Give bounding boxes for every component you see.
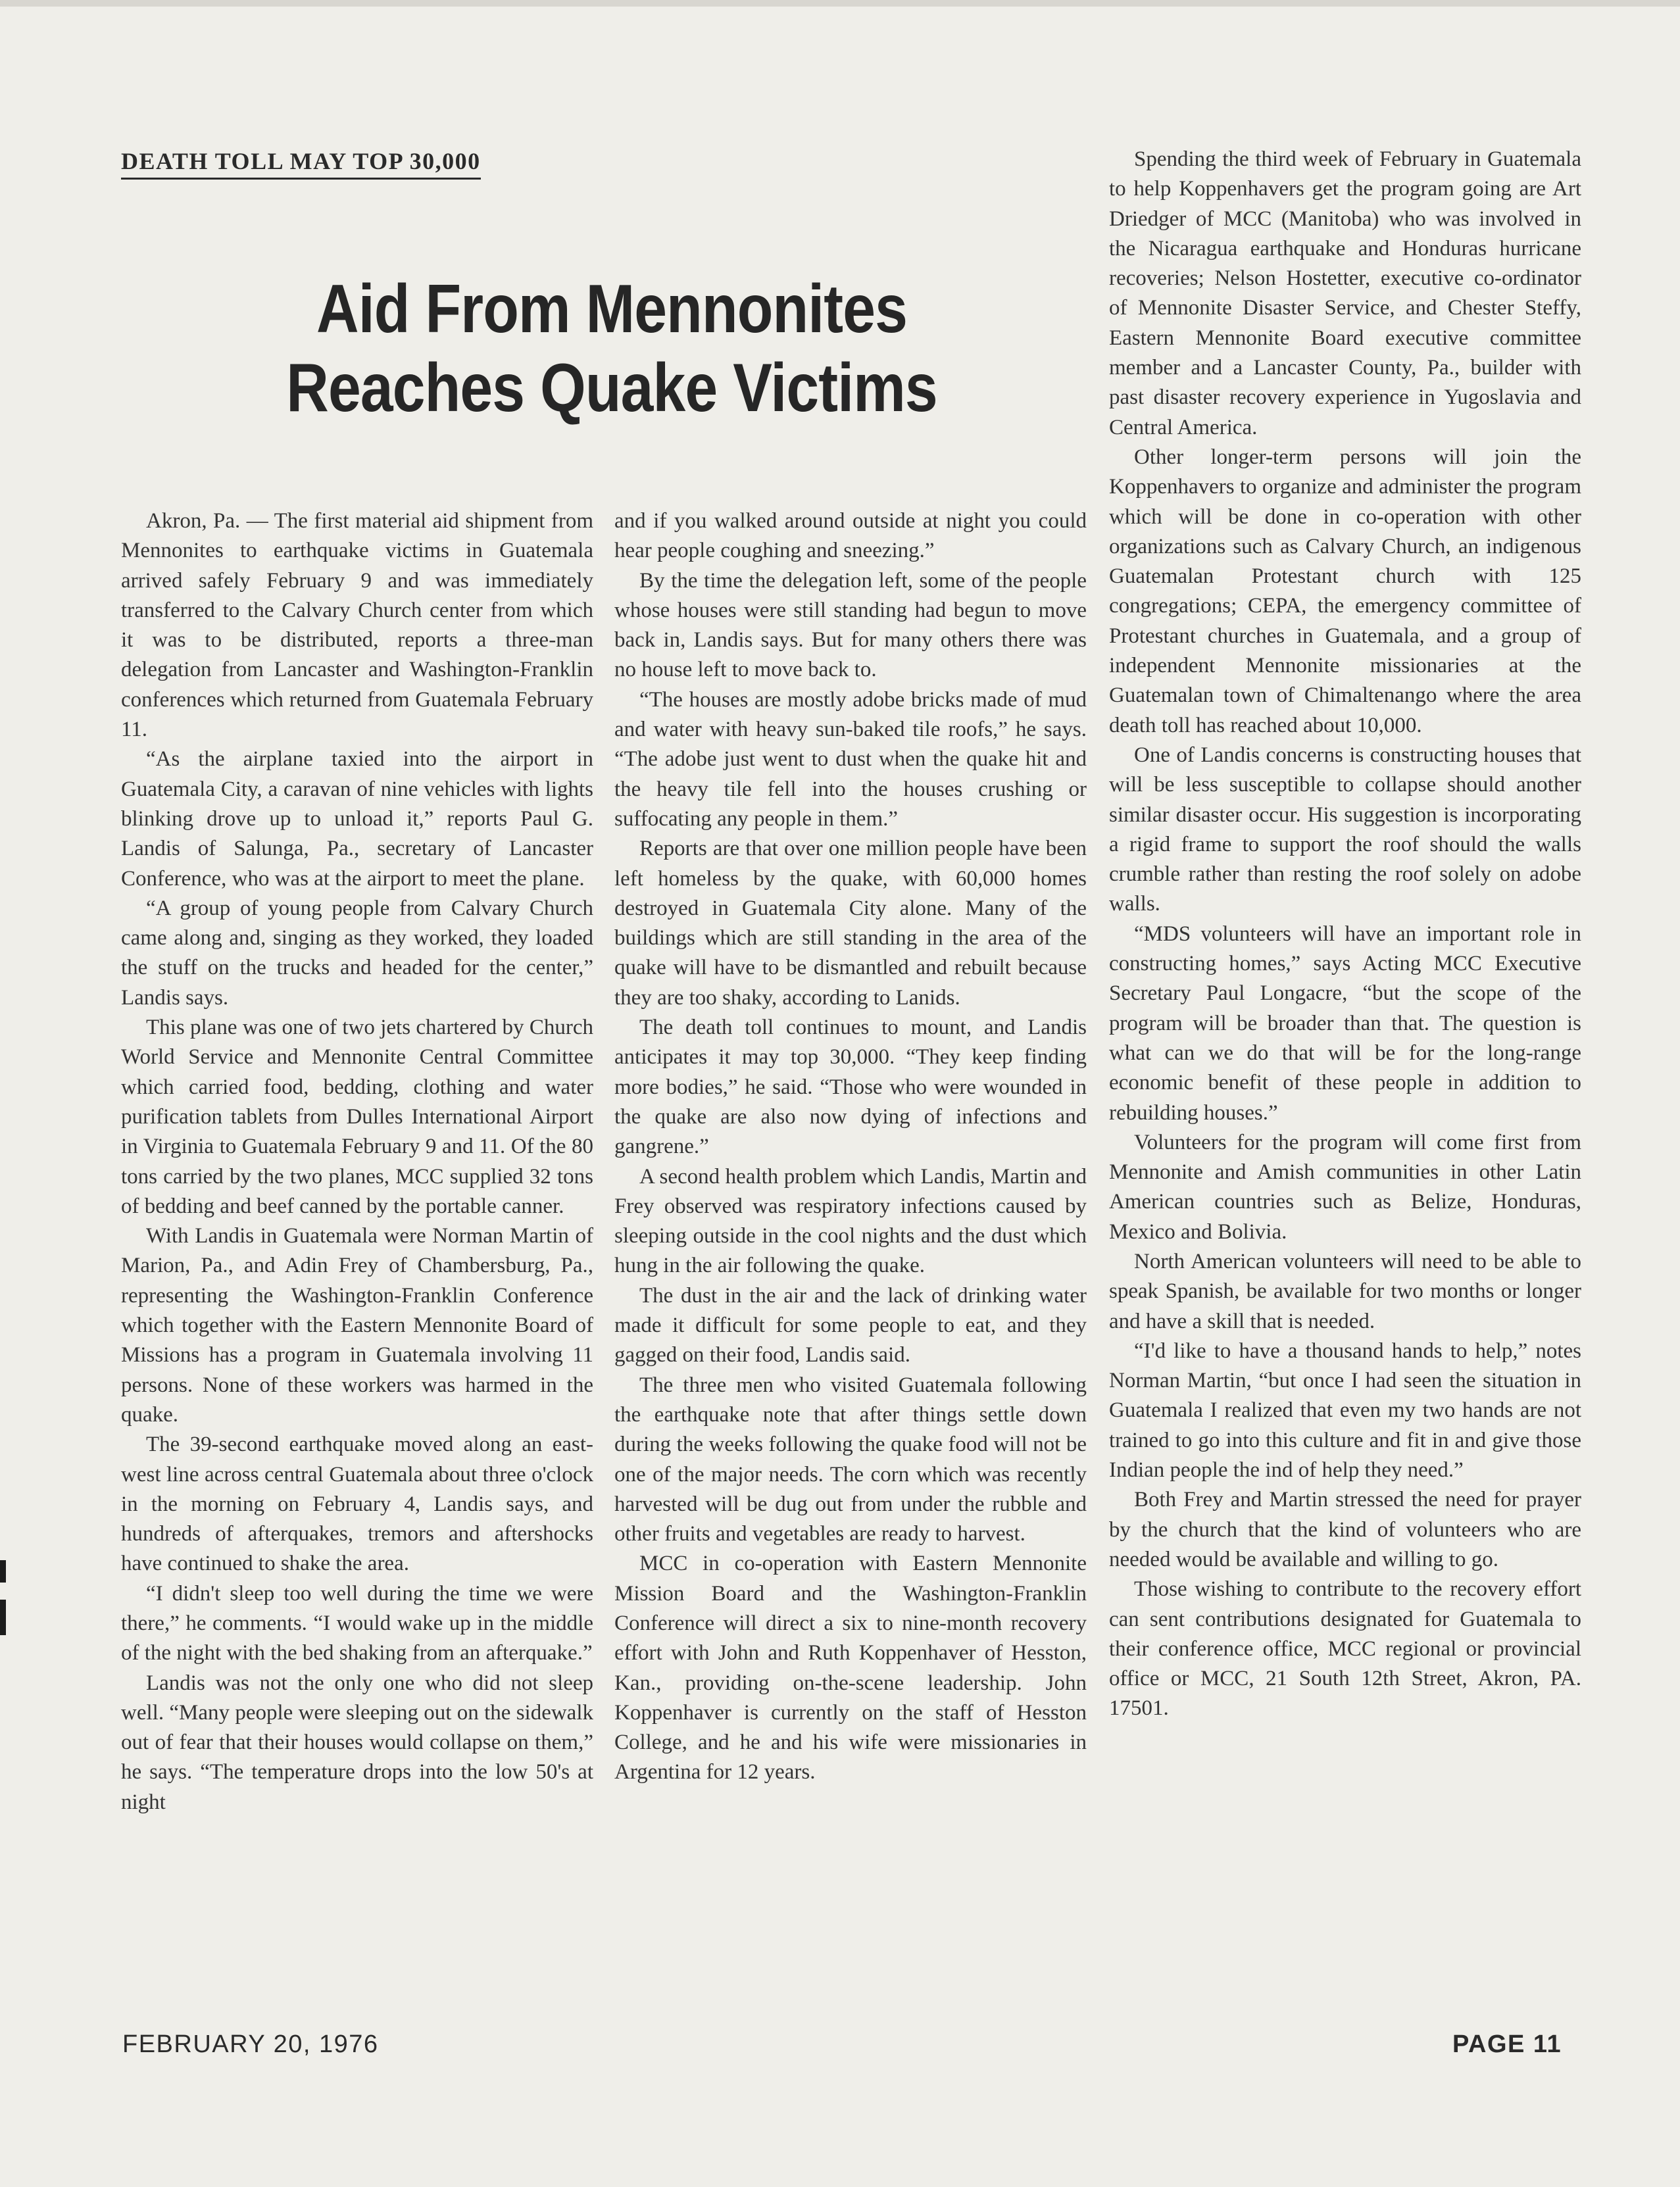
paragraph: This plane was one of two jets chartered by Church World Service and Mennonite Central Committee which carried food, bedding, clothing and water purification tablets from Dulles International Airport in Virginia to Guatemala February 9 and 11. Of the 80 tons carried by the two planes, MCC supplied 32 tons of bedding and beef canned by the portable canner. [121, 1016, 593, 1218]
paragraph: By the time the delegation left, some of the people whose houses were still standing had begun to move back in, Landis says. But for many others there was no house left to move back to. [614, 568, 1087, 682]
paragraph: MCC in co-operation with Eastern Mennonite Mission Board and the Washington-Franklin Conference will direct a six to nine-month recovery effort with John and Ruth Koppenhaver of Hesston, Kan., providing on-the-scene leadership. John Koppenhaver is currently on the staff of Hesston College, and he and his wife were missionaries in Argentina for 12 years. [614, 1552, 1087, 1784]
page-number: PAGE 11 [1452, 2030, 1562, 2058]
paragraph: With Landis in Guatemala were Norman Martin of Marion, Pa., and Adin Frey of Chambersburg, Pa., representing the Washington-Franklin Conference which together with the Eastern Mennonite Board of Missions has a program in Guatemala involving 11 persons. None of these workers was harmed in the quake. [121, 1224, 593, 1427]
paragraph: Akron, Pa. — The first material aid shipment from Mennonites to earthquake victims in Guatemala arrived safely February 9 and was immediately transferred to the Calvary Church center from which it was to be distributed, reports a three-man delegation from Lancaster and Washington-Franklin conferences which returned from Guatemala February 11. [121, 509, 593, 742]
paragraph: Those wishing to contribute to the recovery effort can sent contributions designated for Guatemala to their conference office, MCC regional or provincial office or MCC, 21 South 12th Street, Akron, PA. 17501. [1109, 1577, 1581, 1721]
paragraph: A second health problem which Landis, Martin and Frey observed was respiratory infections caused by sleeping outside in the cool nights and the dust which hung in the air following the quake. [614, 1164, 1087, 1278]
binder-mark [0, 1560, 6, 1583]
paragraph: “I didn't sleep too well during the time we were there,” he comments. “I would wake up in the middle of the night with the bed shaking from an afterquake.” [121, 1581, 593, 1665]
headline-line-2: Reaches Quake Victims [286, 350, 937, 426]
binder-mark [0, 1600, 6, 1635]
paragraph: Reports are that over one million people have been left homeless by the quake, with 60,000 homes destroyed in Guatemala City alone. Many of the buildings which are still standing in the area of the quake will have to be dismantled and rebuilt because they are too shaky, according to Lanids. [614, 837, 1087, 1010]
paragraph: “A group of young people from Calvary Church came along and, singing as they worked, they loaded the stuff on the trucks and headed for the center,” Landis says. [121, 896, 593, 1010]
paragraph: North American volunteers will need to be able to speak Spanish, be available for two months or longer and have a skill that is needed. [1109, 1249, 1581, 1333]
paragraph: The 39-second earthquake moved along an east-west line across central Guatemala about three o'clock in the morning on February 4, Landis says, and hundreds of afterquakes, tremors and aftershocks have continued to shake the area. [121, 1433, 593, 1576]
page-title [197, 270, 1026, 428]
article-column-1 [121, 506, 593, 1817]
paragraph: Both Frey and Martin stressed the need for prayer by the church that the kind of volunteers who are needed would be available and willing to go. [1109, 1488, 1581, 1571]
issue-date: FEBRUARY 20, 1976 [122, 2030, 379, 2058]
paragraph: Landis was not the only one who did not sleep well. “Many people were sleeping out on the sidewalk out of fear that their houses would collapse on them,” he says. “The temperature drops into the low 50's at night [121, 1671, 593, 1814]
page-edge [0, 0, 1680, 7]
paragraph-continuation: and if you walked around outside at night you could hear people coughing and sneezing.” [614, 509, 1087, 563]
paragraph: “I'd like to have a thousand hands to help,” notes Norman Martin, “but once I had seen the situation in Guatemala I realized that even my two hands are not trained to go into this culture and fit in and give those Indian people the ind of help they need.” [1109, 1339, 1581, 1483]
article-column-2 [614, 506, 1087, 1788]
paragraph: “The houses are mostly adobe bricks made of mud and water with heavy sun-baked tile roofs,” he says. “The adobe just went to dust when the quake hit and the heavy tile fell into the houses crushing or suffocating any people in them.” [614, 687, 1087, 831]
paragraph: “MDS volunteers will have an important role in constructing homes,” says Acting MCC Executive Secretary Paul Longacre, “but the scope of the program will be broader than that. The question is what can we do that will be for the long-range economic benefit of these people in addition to rebuilding houses.” [1109, 921, 1581, 1125]
paragraph: The three men who visited Guatemala following the earthquake note that after things settle down during the weeks following the quake food will not be one of the major needs. The corn which was recently harvested will be dug out from under the rubble and other fruits and vegetables are ready to harvest. [614, 1373, 1087, 1546]
paragraph: One of Landis concerns is constructing houses that will be less susceptible to collapse should another similar disaster occur. His suggestion is incorporating a rigid frame to support the roof should the walls crumble rather than resting the roof solely on adobe walls. [1109, 743, 1581, 916]
paragraph: Volunteers for the program will come first from Mennonite and Amish communities in other Latin American countries such as Belize, Honduras, Mexico and Bolivia. [1109, 1130, 1581, 1244]
paragraph: Spending the third week of February in Guatemala to help Koppenhavers get the program going are Art Driedger of MCC (Manitoba) who was involved in the Nicaragua earthquake and Honduras hurricane recoveries; Nelson Hostetter, executive co-ordinator of Mennonite Disaster Service, and Chester Steffy, Eastern Mennonite Board executive committee member and a Lancaster County, Pa., builder with past disaster recovery experience in Yugoslavia and Central America. [1109, 147, 1581, 439]
kicker-headline: DEATH TOLL MAY TOP 30,000 [121, 147, 481, 180]
paragraph: “As the airplane taxied into the airport in Guatemala City, a caravan of nine vehicles with lights blinking drove up to unload it,” reports Paul G. Landis of Salunga, Pa., secretary of Lancaster Conference, who was at the airport to meet the plane. [121, 747, 593, 891]
paragraph: The dust in the air and the lack of drinking water made it difficult for some people to eat, and they gagged on their food, Landis said. [614, 1283, 1087, 1367]
paragraph: Other longer-term persons will join the Koppenhavers to organize and administer the program which will be done in co-operation with other organizations such as Calvary Church, an indigenous Guatemalan Protestant church with 125 congregations; CEPA, the emergency committee of Protestant churches in Guatemala, and a group of independent Mennonite missionaries at the Guatemalan town of Chimaltenango where the area death toll has reached about 10,000. [1109, 445, 1581, 737]
headline-line-1: Aid From Mennonites [316, 271, 907, 347]
article-column-3 [1109, 145, 1581, 1724]
paragraph: The death toll continues to mount, and Landis anticipates it may top 30,000. “They keep finding more bodies,” he said. “Those who were wounded in the quake are also now dying of infections and gangrene.” [614, 1016, 1087, 1159]
